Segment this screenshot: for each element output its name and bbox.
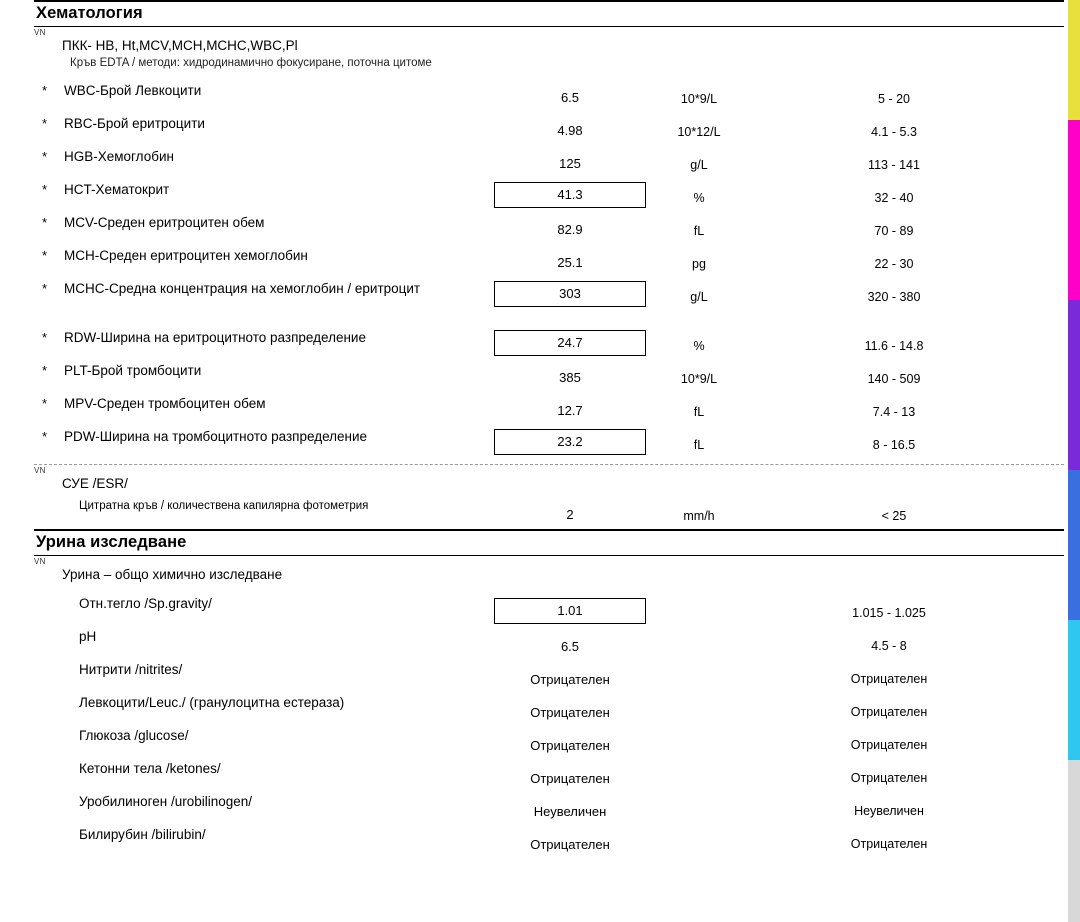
color-band — [1068, 620, 1080, 760]
analyte-reference: 1.015 - 1.025 — [852, 606, 926, 620]
table-row — [24, 209, 1054, 242]
group-separator — [34, 464, 1064, 465]
table-row — [24, 242, 1054, 275]
color-band — [1068, 760, 1080, 922]
analyte-value-abnormal: 1.01 — [494, 598, 646, 624]
color-band — [1068, 120, 1080, 300]
section-title-underline — [34, 555, 1064, 556]
analyte-unit: % — [693, 191, 705, 205]
table-row — [24, 491, 1054, 529]
analyte-name: MCHC-Средна концентрация на хемоглобин / еритроцит — [64, 281, 421, 296]
vn-tag: VN — [34, 28, 46, 37]
analyte-name: Нитрити /nitrites/ — [79, 662, 183, 677]
analyte-name: MPV-Среден тромбоцитен обем — [64, 396, 266, 411]
section-hematology — [24, 0, 1054, 529]
analyte-value: 125 — [559, 156, 581, 171]
analyte-name: HCT-Хематокрит — [64, 182, 170, 197]
row-marker: * — [42, 149, 48, 164]
analyte-reference: 70 - 89 — [874, 224, 914, 238]
analyte-unit: mm/h — [683, 509, 715, 523]
analyte-name: RBC-Брой еритроцити — [64, 116, 205, 131]
color-band — [1068, 0, 1080, 120]
table-row — [24, 590, 1054, 623]
table-row — [24, 77, 1054, 110]
analyte-value-abnormal: 303 — [494, 281, 646, 307]
analyte-reference: Неувеличен — [854, 804, 924, 818]
table-row — [24, 390, 1054, 423]
photo-edge-color-strip — [1068, 0, 1080, 922]
analyte-reference: 320 - 380 — [867, 290, 921, 304]
analyte-unit: fL — [693, 438, 705, 452]
analyte-reference: < 25 — [881, 509, 907, 523]
analyte-reference: 7.4 - 13 — [872, 405, 916, 419]
table-row — [24, 176, 1054, 209]
analyte-name: PDW-Ширина на тромбоцитното разпределение — [64, 429, 368, 444]
analyte-value: 385 — [559, 370, 581, 385]
analyte-unit: g/L — [690, 290, 708, 304]
row-marker: * — [42, 182, 48, 197]
analyte-reference: 11.6 - 14.8 — [864, 339, 924, 353]
analyte-name: Левкоцити/Leuc./ (гранулоцитна естераза) — [79, 695, 345, 710]
analyte-value: 6.5 — [560, 639, 580, 654]
section-title: Урина изследване — [36, 533, 187, 551]
row-marker: * — [42, 83, 48, 98]
analyte-reference: 5 - 20 — [878, 92, 910, 106]
table-row — [24, 357, 1054, 390]
row-marker: * — [42, 330, 48, 345]
analyte-value-abnormal: 41.3 — [494, 182, 646, 208]
table-row — [24, 656, 1054, 689]
analyte-value: Отрицателен — [530, 738, 610, 753]
analyte-unit: 10*12/L — [677, 125, 721, 139]
panel-name: Урина – общо химично изследване — [62, 567, 283, 582]
row-marker: * — [42, 429, 48, 444]
row-marker: * — [42, 363, 48, 378]
analyte-value: Отрицателен — [530, 771, 610, 786]
section-title: Хематология — [36, 4, 143, 22]
table-row — [24, 110, 1054, 143]
analyte-reference: 22 - 30 — [874, 257, 914, 271]
analyte-value-abnormal: 24.7 — [494, 330, 646, 356]
table-row — [24, 788, 1054, 821]
analyte-reference: Отрицателен — [850, 672, 928, 686]
analyte-reference: 140 - 509 — [867, 372, 921, 386]
analyte-unit: pg — [692, 257, 706, 271]
vn-tag: VN — [34, 466, 46, 475]
analyte-name: RDW-Ширина на еритроцитното разпределение — [64, 330, 366, 345]
analyte-value: 4.98 — [557, 123, 583, 138]
analyte-value: 2 — [566, 507, 574, 522]
table-row — [24, 143, 1054, 176]
analyte-value: 6.5 — [560, 90, 580, 105]
analyte-name: Уробилиноген /urobilinogen/ — [79, 794, 253, 809]
analyte-name: MCV-Среден еритроцитен обем — [64, 215, 265, 230]
analyte-name: Кетонни тела /ketones/ — [79, 761, 221, 776]
table-row — [24, 623, 1054, 656]
panel-method: Кръв EDTA / методи: хидродинамично фокусиране, поточна цитоме — [70, 57, 432, 69]
analyte-name: HGB-Хемоглобин — [64, 149, 174, 164]
vn-tag: VN — [34, 557, 46, 566]
analyte-unit: fL — [693, 405, 705, 419]
analyte-name: Отн.тегло /Sp.gravity/ — [79, 596, 212, 611]
analyte-name: Билирубин /bilirubin/ — [79, 827, 206, 842]
table-row — [24, 821, 1054, 854]
analyte-reference: 32 - 40 — [874, 191, 914, 205]
table-row — [24, 423, 1054, 456]
panel-name: ПКК- НВ, Ht,MCV,MCH,MCHC,WBC,Pl — [62, 38, 298, 53]
analyte-reference: 4.5 - 8 — [871, 639, 907, 653]
analyte-name: Глюкоза /glucose/ — [79, 728, 189, 743]
analyte-value-abnormal: 23.2 — [494, 429, 646, 455]
analyte-reference: 113 - 141 — [868, 158, 920, 172]
analyte-unit: 10*9/L — [680, 92, 718, 106]
table-row — [24, 275, 1054, 324]
analyte-unit: g/L — [690, 158, 708, 172]
panel-method: Цитратна кръв / количествена капилярна фотометрия — [79, 500, 369, 512]
analyte-reference: Отрицателен — [850, 771, 928, 785]
color-band — [1068, 300, 1080, 470]
table-row — [24, 689, 1054, 722]
analyte-name: pH — [79, 629, 97, 644]
table-row — [24, 722, 1054, 755]
analyte-value: Отрицателен — [530, 837, 610, 852]
color-band — [1068, 470, 1080, 620]
analyte-value: 82.9 — [557, 222, 583, 237]
analyte-unit: % — [693, 339, 705, 353]
panel-name: СУЕ /ESR/ — [62, 476, 128, 491]
row-marker: * — [42, 396, 48, 411]
analyte-value: 25.1 — [557, 255, 583, 270]
section-urine — [24, 529, 1054, 854]
analyte-value: Отрицателен — [530, 705, 610, 720]
analyte-value: Отрицателен — [530, 672, 610, 687]
row-marker: * — [42, 281, 48, 296]
analyte-name: MCH-Среден еритроцитен хемоглобин — [64, 248, 308, 263]
section-title-underline — [34, 26, 1064, 27]
analyte-name: WBC-Брой Левкоцити — [64, 83, 202, 98]
analyte-reference: Отрицателен — [850, 738, 928, 752]
table-row — [24, 755, 1054, 788]
analyte-name: PLT-Брой тромбоцити — [64, 363, 202, 378]
row-marker: * — [42, 215, 48, 230]
row-marker: * — [42, 116, 48, 131]
analyte-unit: fL — [693, 224, 705, 238]
row-marker: * — [42, 248, 48, 263]
table-row — [24, 324, 1054, 357]
analyte-reference: Отрицателен — [850, 837, 928, 851]
analyte-reference: Отрицателен — [850, 705, 928, 719]
analyte-value: Неувеличен — [533, 804, 607, 819]
analyte-unit: 10*9/L — [680, 372, 718, 386]
analyte-reference: 4.1 - 5.3 — [871, 125, 917, 139]
analyte-reference: 8 - 16.5 — [872, 438, 916, 452]
analyte-value: 12.7 — [557, 403, 583, 418]
